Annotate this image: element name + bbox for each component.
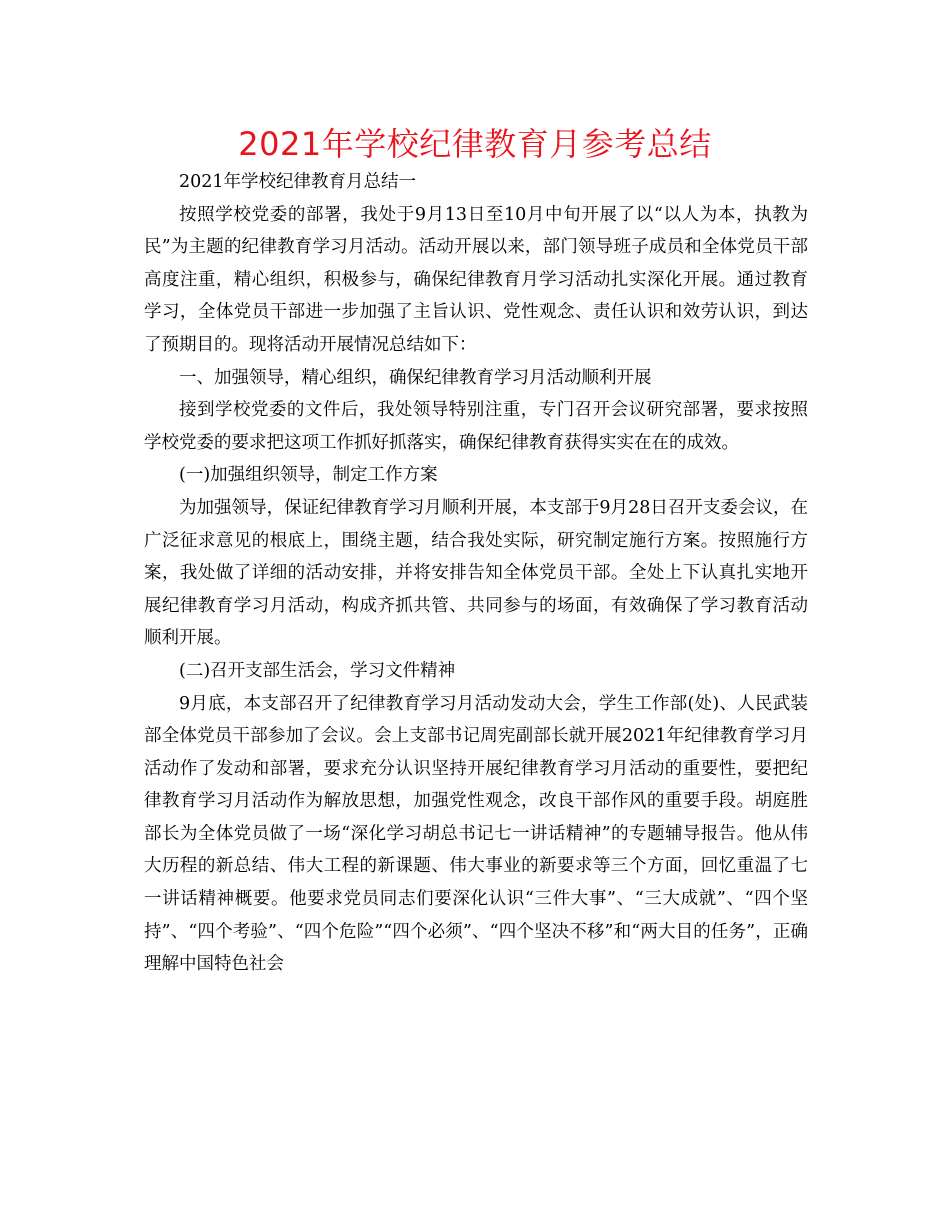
body-paragraph: 接到学校党委的文件后，我处领导特别注重，专门召开会议研究部署，要求按照学校党委的要求把这项工作抓好抓落实，确保纪律教育获得实实在在的成效。 bbox=[144, 400, 808, 453]
subsection-heading: (二)召开支部生活会，学习文件精神 bbox=[179, 660, 456, 681]
document-body bbox=[144, 166, 808, 981]
body-paragraph: 为加强领导，保证纪律教育学习月顺利开展，本支部于9月28日召开支委会议，在广泛征求意见的根底上，围绕主题，结合我处实际，研究制定施行方案。按照施行方案，我处做了详细的活动安排，并将安排告知全体党员干部。全处上下认真扎实地开展纪律教育学习月活动，构成齐抓共管、共同参与的场面，有效确保了学习教育活动顺利开展。 bbox=[144, 497, 808, 649]
body-paragraph: 按照学校党委的部署，我处于9月13日至10月中旬开展了以“以人为本，执教为民”为主题的纪律教育学习月活动。活动开展以来，部门领导班子成员和全体党员干部高度注重，精心组织，积极参与，确保纪律教育月学习活动扎实深化开展。通过教育学习，全体党员干部进一步加强了主旨认识、党性观念、责任认识和效劳认识，到达了预期目的。现将活动开展情况总结如下： bbox=[144, 204, 808, 355]
body-paragraph: 9月底，本支部召开了纪律教育学习月活动发动大会，学生工作部(处)、人民武装部全体党员干部参加了会议。会上支部书记周宪副部长就开展2021年纪律教育学习月活动作了发动和部署，要求充分认识坚持开展纪律教育学习月活动的重要性，要把纪律教育学习月活动作为解放思想，加强党性观念，改良干部作风的重要手段。胡庭胜部长为全体党员做了一场“深化学习胡总书记七一讲话精神”的专题辅导报告。他从伟大历程的新总结、伟大工程的新课题、伟大事业的新要求等三个方面，回忆重温了七一讲话精神概要。他要求党员同志们要深化认识“三件大事”、“三大成就”、“四个坚持”、“四个考验”、“四个危险”“四个必须”、“四个坚决不移”和“两大目的任务”，正确理解中国特色社会 bbox=[144, 693, 808, 975]
section-heading: 一、加强领导，精心组织，确保纪律教育学习月活动顺利开展 bbox=[179, 367, 652, 388]
subsection-heading: (一)加强组织领导，制定工作方案 bbox=[179, 465, 438, 486]
section-heading: 2021年学校纪律教育月总结一 bbox=[179, 172, 417, 192]
document-title: 2021年学校纪律教育月参考总结 bbox=[238, 125, 712, 163]
